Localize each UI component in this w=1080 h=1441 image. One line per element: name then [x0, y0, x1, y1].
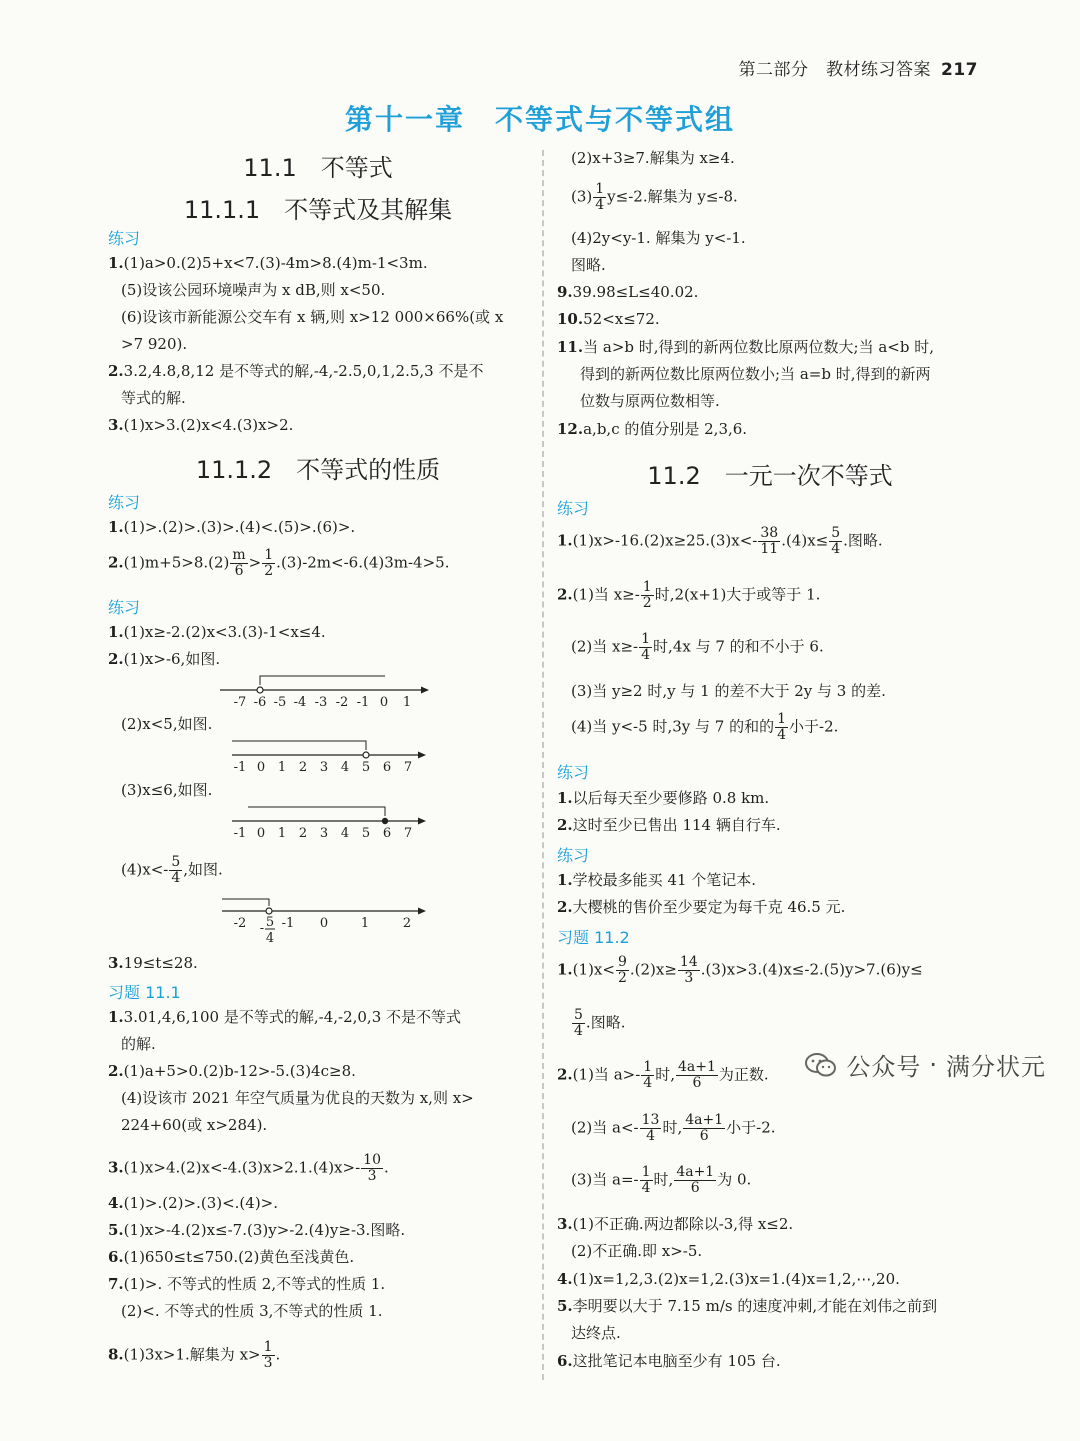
- answer-line: (3) $\frac{1}{4}$ y≤-2.解集为 y≤-8.: [571, 181, 738, 213]
- fraction: $\frac{1}{4}$: [641, 631, 651, 663]
- answer-line: (2)x+3≥7.解集为 x≥4.: [571, 149, 735, 167]
- answer-line: 5.(1)x>-4.(2)x≤-7.(3)y>-2.(4)y≥-3.图略.: [108, 1221, 406, 1239]
- fraction: $\frac{m}{6}$: [232, 547, 246, 579]
- wechat-watermark: [804, 1047, 1046, 1082]
- watermark-dot: ·: [929, 1050, 938, 1079]
- tick-label: 3: [319, 760, 329, 775]
- section-title-11-1-1: 11.1.1 不等式及其解集: [183, 196, 453, 224]
- answer-line: 4.(1)>.(2)>.(3)<.(4)>.: [108, 1194, 279, 1212]
- page-number: 217: [941, 60, 978, 80]
- fraction: $\frac{14}{3}$: [679, 954, 698, 986]
- tick-label: 5: [361, 760, 371, 775]
- chapter-title: 第十一章 不等式与不等式组: [344, 103, 735, 136]
- exercise-label: 练习: [108, 598, 141, 617]
- answer-line: 1.3.01,4,6,100 是不等式的解,-4,-2,0,3 不是不等式: [108, 1008, 462, 1026]
- answer-line: $\frac{5}{4}$ .图略.: [574, 1007, 626, 1039]
- answer-line: 1.(1)x≥-2.(2)x<3.(3)-1<x≤4.: [108, 623, 326, 641]
- answer-line: 11.当 a>b 时,得到的新两位数比原两位数大;当 a<b 时,: [557, 338, 934, 356]
- number-line-1: [220, 673, 435, 709]
- number-line-3: [232, 804, 432, 840]
- answer-line: 9.39.98≤L≤40.02.: [557, 283, 699, 301]
- tick-labels-4: [234, 915, 411, 946]
- answer-line: 得到的新两位数比原两位数小;当 a=b 时,得到的新两: [580, 365, 931, 383]
- fraction: $\frac{5}{4}$: [171, 854, 181, 886]
- answer-line: (2)当 x≥- $\frac{1}{4}$ 时,4x 与 7 的和不小于 6.: [571, 631, 824, 663]
- tick-label: 2: [402, 916, 412, 931]
- fraction: $\frac{1}{3}$: [263, 1339, 273, 1371]
- tick-label: -4: [293, 695, 307, 710]
- tick-label: -3: [314, 695, 328, 710]
- fraction: $\frac{1}{2}$: [642, 579, 652, 611]
- exercise-label: 练习: [108, 493, 141, 512]
- answer-line: (2)x<5,如图.: [121, 715, 213, 733]
- tick-label: 0: [379, 695, 389, 710]
- answer-line: (4)当 y<-5 时,3y 与 7 的和的 $\frac{1}{4}$ 小于-2.: [571, 711, 839, 743]
- watermark-name: 满分状元: [946, 1053, 1046, 1081]
- exercise-label: 练习: [557, 846, 590, 865]
- answer-line: 位数与原两位数相等.: [580, 392, 720, 410]
- answer-line: (4)设该市 2021 年空气质量为优良的天数为 x,则 x>: [121, 1089, 474, 1107]
- answer-line: 2.(1)x>-6,如图.: [108, 650, 221, 668]
- tick-label: 5: [265, 915, 275, 930]
- answer-line: 2.大樱桃的售价至少要定为每千克 46.5 元.: [557, 898, 846, 916]
- header-section: 第二部分 教材练习答案: [738, 60, 931, 80]
- fraction: $\frac{1}{4}$: [595, 181, 605, 213]
- tick-label: 1: [277, 826, 287, 841]
- tick-label: 0: [256, 826, 266, 841]
- answer-line: 224+60(或 x>284).: [121, 1116, 268, 1134]
- tick-label: -5: [273, 695, 287, 710]
- answer-line: 图略.: [571, 256, 606, 274]
- answer-line: 2.3.2,4.8,8,12 是不等式的解,-4,-2.5,0,1,2.5,3 不是不: [108, 362, 484, 380]
- exercise-label: 习题 11.1: [108, 983, 181, 1002]
- answer-line: 等式的解.: [121, 389, 186, 407]
- answer-line: (3)x≤6,如图.: [121, 781, 213, 799]
- answer-line: 3.(1)x>3.(2)x<4.(3)x>2.: [108, 416, 294, 434]
- tick-label: 6: [382, 760, 392, 775]
- fraction: $\frac{4a+1}{6}$: [677, 1059, 716, 1091]
- tick-label: -2: [335, 695, 349, 710]
- fraction: $\frac{10}{3}$: [363, 1152, 381, 1184]
- answer-line: 8.(1)3x>1.解集为 x> $\frac{1}{3}$ .: [108, 1339, 281, 1371]
- number-line-4: [222, 896, 432, 948]
- section-title-11-2: 11.2 一元一次不等式: [647, 462, 893, 490]
- answer-line: (5)设该公园环境噪声为 x dB,则 x<50.: [121, 281, 386, 299]
- section-title-11-1: 11.1 不等式: [243, 154, 393, 182]
- tick-label: 1: [360, 916, 370, 931]
- tick-label: 2: [298, 826, 308, 841]
- tick-label: -: [259, 921, 265, 936]
- answer-line: (3)当 a=- $\frac{1}{4}$ 时, $\frac{4a+1}{6}$ 为 0.: [571, 1164, 752, 1196]
- answer-line: 3.19≤t≤28.: [108, 954, 198, 972]
- answer-line: 2.(1)当 a>- $\frac{1}{4}$ 时, $\frac{4a+1}{6}$ 为正数.: [557, 1059, 769, 1091]
- tick-label: 7: [403, 826, 413, 841]
- tick-label: -1: [281, 916, 295, 931]
- tick-label: 1: [277, 760, 287, 775]
- answer-line: 2.(1)a+5>0.(2)b-12>-5.(3)4c≥8.: [108, 1062, 356, 1080]
- column-divider: [542, 150, 544, 1380]
- fraction: $\frac{1}{4}$: [643, 1059, 653, 1091]
- answer-line: 的解.: [121, 1035, 156, 1053]
- tick-label: 4: [265, 931, 275, 946]
- answer-line: 1.学校最多能买 41 个笔记本.: [557, 871, 757, 889]
- tick-label: 2: [298, 760, 308, 775]
- answer-line: 10.52<x≤72.: [557, 310, 660, 328]
- fraction: $\frac{5}{4}$: [574, 1007, 583, 1039]
- tick-label: 3: [319, 826, 329, 841]
- exercise-label: 练习: [557, 763, 590, 782]
- answer-line: 12.a,b,c 的值分别是 2,3,6.: [557, 420, 748, 438]
- tick-label: 4: [340, 760, 350, 775]
- wechat-icon: [804, 1052, 838, 1078]
- answer-line: 6.(1)650≤t≤750.(2)黄色至浅黄色.: [108, 1248, 355, 1266]
- answer-line: >7 920).: [121, 335, 188, 353]
- tick-label: 5: [361, 826, 371, 841]
- answer-line: 3.(1)x>4.(2)x<-4.(3)x>2.1.(4)x>- $\frac{10}{3}$ .: [108, 1152, 389, 1184]
- answer-line: 7.(1)>. 不等式的性质 2,不等式的性质 1.: [108, 1275, 386, 1293]
- tick-labels-2: [234, 760, 412, 775]
- answer-line: 6.这批笔记本电脑至少有 105 台.: [557, 1352, 781, 1370]
- answer-line: 1.(1)a>0.(2)5+x<7.(3)-4m>8.(4)m-1<3m.: [108, 254, 428, 272]
- tick-label: 6: [382, 826, 392, 841]
- tick-label: 4: [340, 826, 350, 841]
- answer-line: (2)不正确.即 x>-5.: [571, 1242, 703, 1260]
- tick-label: 0: [256, 760, 266, 775]
- fraction: $\frac{1}{4}$: [777, 711, 786, 743]
- answer-line: 5.李明要以大于 7.15 m/s 的速度冲刺,才能在刘伟之前到: [557, 1297, 938, 1315]
- exercise-label: 习题 11.2: [557, 928, 630, 947]
- tick-label: -6: [253, 695, 267, 710]
- fraction: $\frac{1}{4}$: [641, 1164, 651, 1196]
- exercise-label: 练习: [557, 499, 590, 518]
- exercise-label: 练习: [108, 229, 141, 248]
- answer-line: 1.以后每天至少要修路 0.8 km.: [557, 789, 770, 807]
- tick-label: -2: [233, 916, 247, 931]
- fraction: $\frac{9}{2}$: [617, 954, 627, 986]
- answer-line: 1.(1)>.(2)>.(3)>.(4)<.(5)>.(6)>.: [108, 518, 356, 536]
- answer-line: 1.(1)x>-16.(2)x≥25.(3)x<- $\frac{38}{11}$ .(4)x≤ $\frac{5}{4}$ .图略.: [557, 525, 883, 557]
- tick-labels-1: [234, 695, 411, 710]
- tick-label: -7: [233, 695, 247, 710]
- fraction: $\frac{4a+1}{6}$: [685, 1112, 724, 1144]
- fraction: $\frac{4a+1}{6}$: [676, 1164, 715, 1196]
- answer-line: 4.(1)x=1,2,3.(2)x=1,2.(3)x=1.(4)x=1,2,⋯,20.: [557, 1270, 900, 1288]
- answer-line: 2.这时至少已售出 114 辆自行车.: [557, 816, 781, 834]
- answer-line: (2)<. 不等式的性质 3,不等式的性质 1.: [121, 1302, 383, 1320]
- watermark-label: 公众号: [846, 1053, 922, 1081]
- answer-line: 1.(1)x< $\frac{9}{2}$ .(2)x≥ $\frac{14}{3}$ .(3)x>3.(4)x≤-2.(5)y>7.(6)y≤: [557, 954, 923, 986]
- fraction: $\frac{5}{4}$: [831, 525, 841, 557]
- fraction: $\frac{13}{4}$: [641, 1112, 660, 1144]
- answer-line: (6)设该市新能源公交车有 x 辆,则 x>12 000×66%(或 x: [121, 308, 504, 326]
- answer-line: (3)当 y≥2 时,y 与 1 的差不大于 2y 与 3 的差.: [571, 682, 886, 700]
- tick-label: -1: [233, 760, 247, 775]
- tick-label: 1: [402, 695, 412, 710]
- number-line-2: [232, 738, 432, 774]
- tick-label: 0: [319, 916, 329, 931]
- fraction: $\frac{38}{11}$: [760, 525, 779, 557]
- answer-line: 2.(1)m+5>8.(2) $\frac{m}{6}$ > $\frac{1}{2}$ .(3)-2m<-6.(4)3m-4>5.: [108, 547, 450, 579]
- answer-line: 2.(1)当 x≥- $\frac{1}{2}$ 时,2(x+1)大于或等于 1.: [557, 579, 821, 611]
- answer-line: (4)2y<y-1. 解集为 y<-1.: [571, 229, 746, 247]
- answer-line: (2)当 a<- $\frac{13}{4}$ 时, $\frac{4a+1}{6}$ 小于-2.: [571, 1112, 776, 1144]
- page-header: [739, 55, 979, 80]
- answer-line: 3.(1)不正确.两边都除以-3,得 x≤2.: [557, 1215, 794, 1233]
- tick-label: -1: [233, 826, 247, 841]
- fraction: $\frac{1}{2}$: [264, 547, 274, 579]
- tick-labels-3: [234, 826, 412, 841]
- tick-label: -1: [356, 695, 370, 710]
- answer-line: (4)x<- $\frac{5}{4}$ ,如图.: [121, 854, 223, 886]
- section-title-11-1-2: 11.1.2 不等式的性质: [195, 456, 441, 484]
- answer-line: 达终点.: [571, 1324, 621, 1342]
- tick-label: 7: [403, 760, 413, 775]
